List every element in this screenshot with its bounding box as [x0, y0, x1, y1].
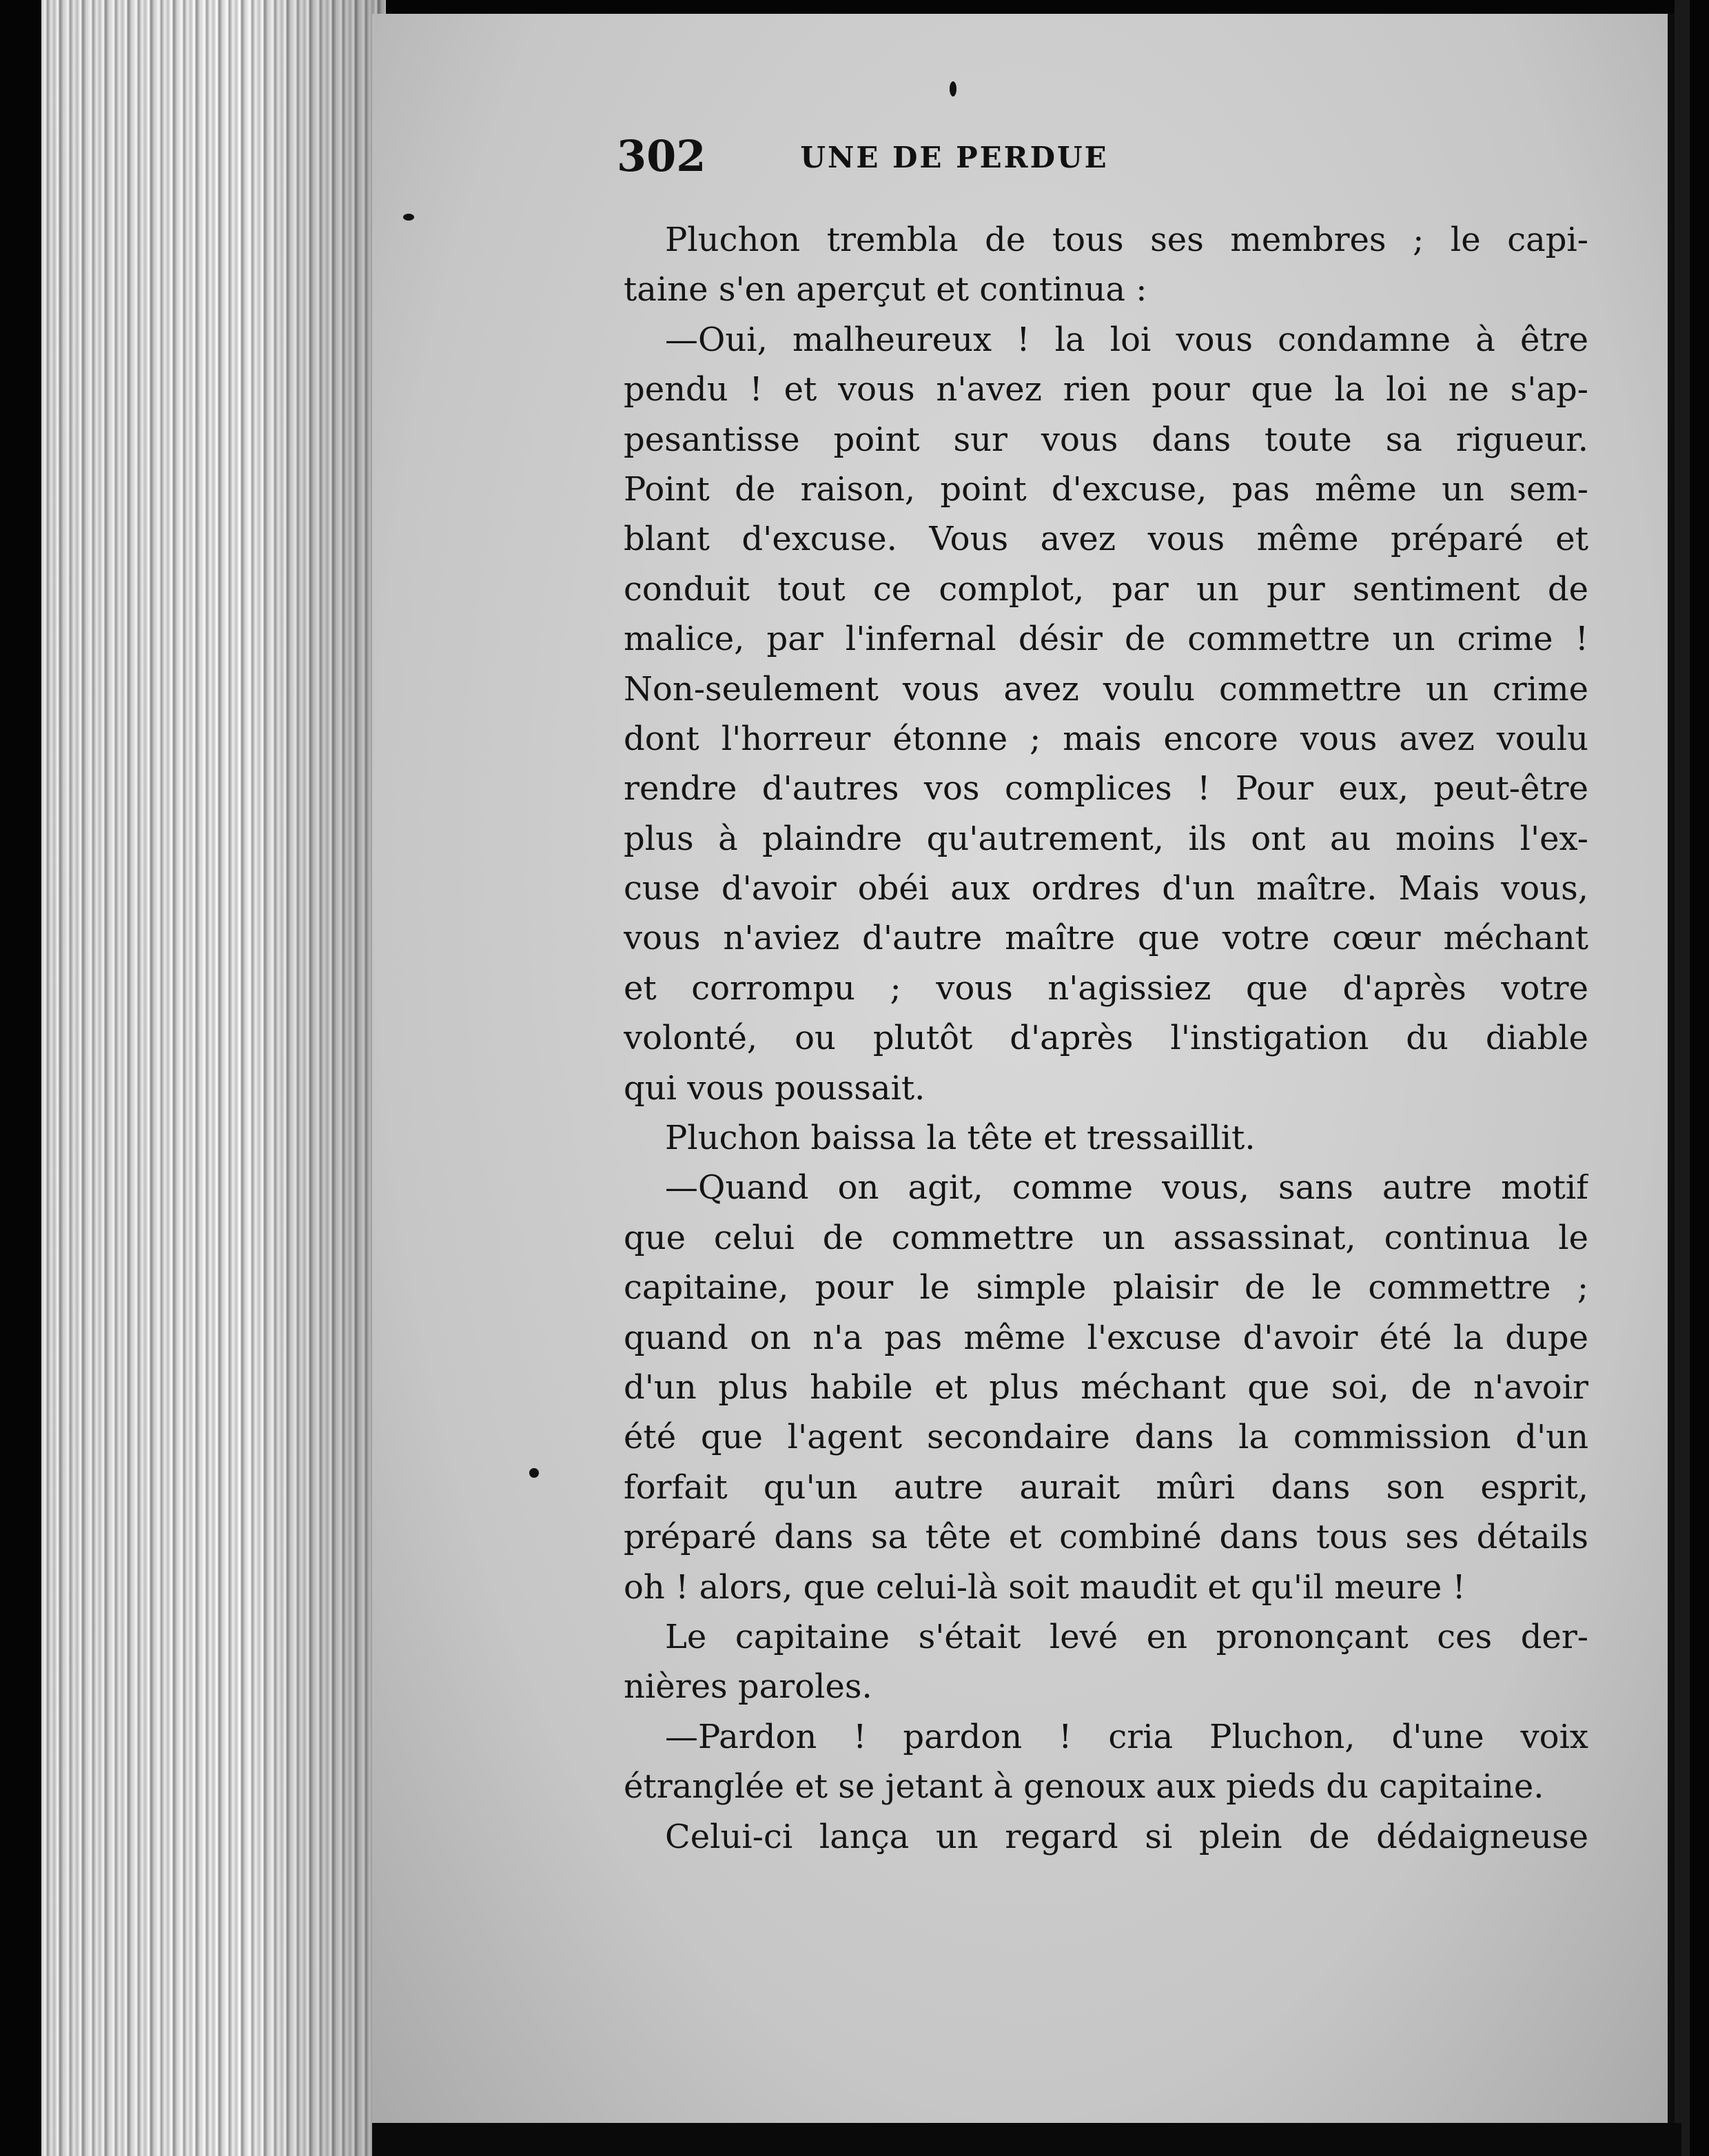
text-line: taine s'en aperçut et continua : — [624, 270, 1147, 309]
bottom-shadow — [372, 2123, 1681, 2156]
text-line: —Pardon ! pardon ! cria Pluchon, d'une voix — [665, 1717, 1588, 1756]
text-line: malice, par l'infernal désir de commettre un crime ! — [624, 620, 1588, 659]
text-line: étranglée et se jetant à genoux aux pieds du capitaine. — [624, 1767, 1544, 1807]
text-line: pesantisse point sur vous dans toute sa rigueur. — [624, 420, 1588, 459]
text-line: dont l'horreur étonne ; mais encore vous avez voulu — [624, 719, 1588, 758]
page-number: 302 — [617, 131, 706, 181]
page-gutter-shadow — [1675, 0, 1690, 2156]
text-line: forfait qu'un autre aurait mûri dans son esprit, — [624, 1467, 1588, 1507]
running-head — [617, 131, 1306, 186]
text-line: plus à plaindre qu'autrement, ils ont au moins l'ex- — [624, 819, 1588, 858]
running-title: UNE DE PERDUE — [800, 141, 1109, 174]
text-line: conduit tout ce complot, par un pur sentiment de — [624, 569, 1588, 609]
text-line: cuse d'avoir obéi aux ordres d'un maître. Mais vous, — [624, 869, 1588, 908]
text-line: oh ! alors, que celui-là soit maudit et qu'il meure ! — [624, 1567, 1466, 1607]
text-line: Le capitaine s'était levé en prononçant ces der- — [665, 1617, 1588, 1656]
text-line: qui vous poussait. — [624, 1068, 925, 1108]
text-line: été que l'agent secondaire dans la commission d'un — [624, 1418, 1588, 1457]
text-line: Pluchon trembla de tous ses membres ; le capi- — [665, 221, 1588, 259]
text-line: volonté, ou plutôt d'après l'instigation du diable — [624, 1019, 1588, 1058]
text-line: Non-seulement vous avez voulu commettre un crime — [624, 669, 1588, 709]
text-line: nières paroles. — [624, 1667, 872, 1707]
text-line: d'un plus habile et plus méchant que soi, de n'avoir — [624, 1367, 1588, 1407]
text-line: —Oui, malheureux ! la loi vous condamne à être — [665, 320, 1588, 359]
ink-speck — [529, 1468, 539, 1478]
text-line: —Quand on agit, comme vous, sans autre motif — [665, 1168, 1588, 1208]
text-line: que celui de commettre un assassinat, continua le — [624, 1218, 1588, 1257]
text-line: Pluchon baissa la tête et tressaillit. — [665, 1119, 1256, 1158]
text-line: vous n'aviez d'autre maître que votre cœur méchant — [624, 919, 1588, 958]
text-line: Point de raison, point d'excuse, pas même un sem- — [624, 469, 1588, 509]
text-line: et corrompu ; vous n'agissiez que d'après votre — [624, 968, 1588, 1008]
text-line: quand on n'a pas même l'excuse d'avoir été la dupe — [624, 1318, 1588, 1357]
ink-speck — [950, 81, 956, 96]
text-line: préparé dans sa tête et combiné dans tous ses détails — [624, 1518, 1588, 1557]
text-line: blant d'excuse. Vous avez vous même préparé et — [624, 520, 1588, 559]
text-line: capitaine, pour le simple plaisir de le commettre ; — [624, 1268, 1588, 1308]
body-text — [624, 215, 1588, 1862]
text-line: pendu ! et vous n'avez rien pour que la loi ne s'ap- — [624, 370, 1588, 409]
text-line: Celui-ci lança un regard si plein de dédaigneuse — [665, 1817, 1588, 1856]
text-line: rendre d'autres vos complices ! Pour eux, peut-être — [624, 769, 1588, 808]
book-fore-edge — [41, 0, 386, 2156]
ink-speck — [403, 214, 414, 221]
